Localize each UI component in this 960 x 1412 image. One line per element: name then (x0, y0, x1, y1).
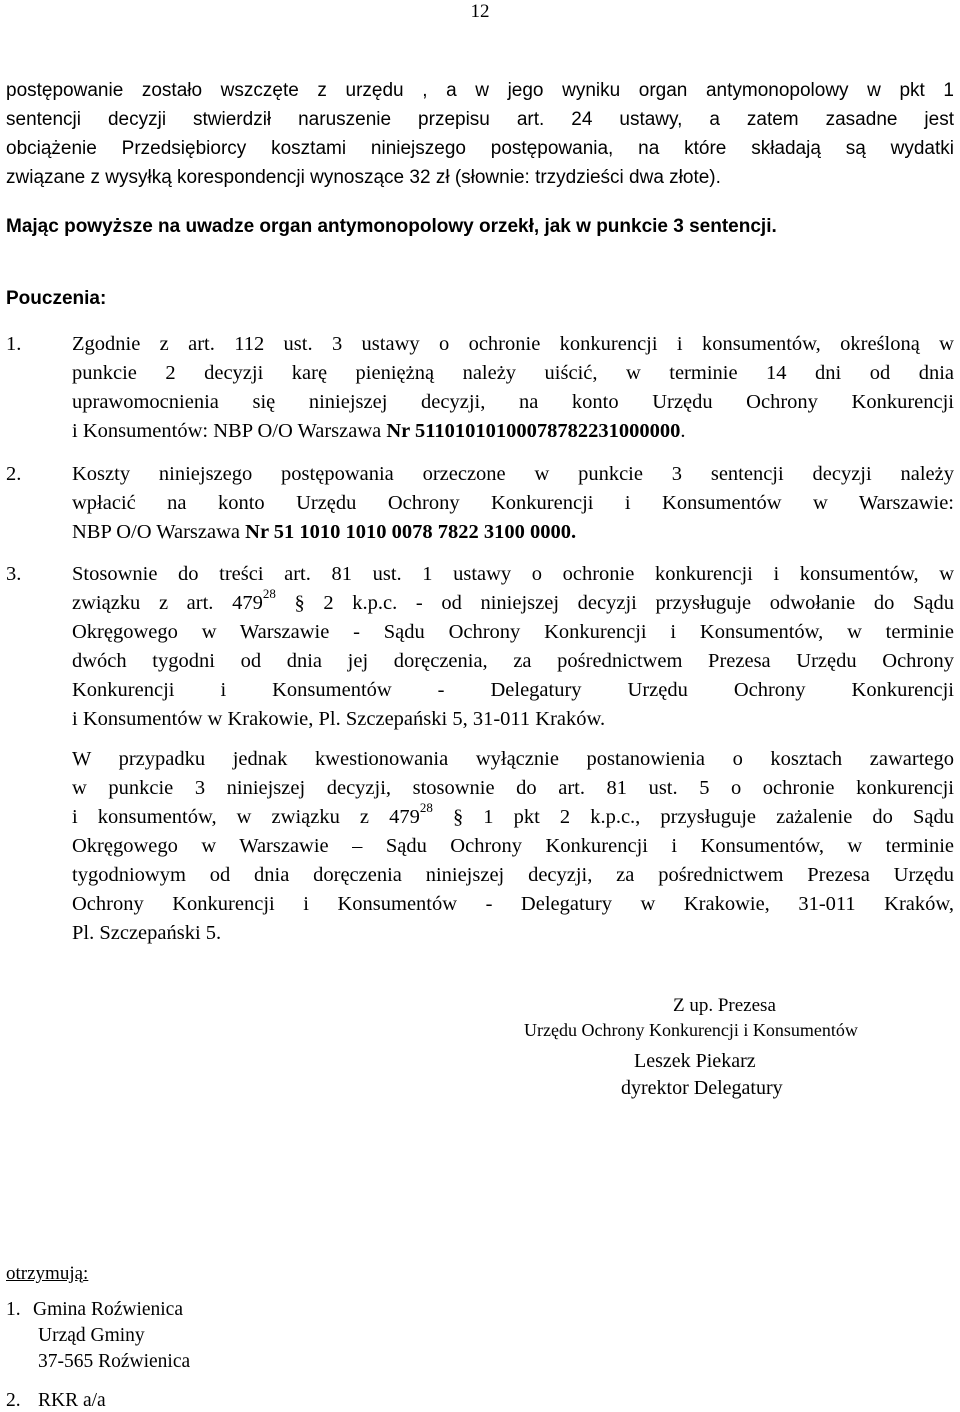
recipient-2-number: 2. (6, 1390, 21, 1411)
intro-line: sentencji decyzji stwierdził naruszenie przepisu art. 24 ustawy, a zatem zasadne jest (6, 109, 954, 130)
signature-role: dyrektor Delegatury (621, 1077, 783, 1099)
block-line: tygodniowym od dnia doręczenia niniejszej decyzji, za pośrednictwem Prezesa Urzędu (72, 864, 954, 886)
item-line: punkcie 2 decyzji karę pieniężną należy uiścić, w terminie 14 dni od dnia (72, 362, 954, 384)
block-line: Pl. Szczepański 5. (72, 922, 222, 944)
block-line: Ochrony Konkurencji i Konsumentów - Delegatury w Krakowie, 31-011 Kraków, (72, 893, 954, 915)
recipient-1-number: 1. (6, 1299, 21, 1320)
bank-prefix: NBP O/O Warszawa (72, 521, 246, 543)
item-line (72, 417, 954, 446)
item-line: wpłacić na konto Urzędu Ochrony Konkurencji i Konsumentów w Warszawie: (72, 492, 954, 514)
intro-line: postępowanie zostało wszczęte z urzędu , a w jego wyniku organ antymonopolowy w pkt 1 (6, 80, 954, 101)
item-number: 2. (6, 463, 22, 485)
item-text (72, 460, 954, 547)
text-segment: § 1 pkt 2 k.p.c., przysługuje zażalenie do Sądu (432, 806, 954, 828)
bank-account-number: Nr 51 1010 1010 0078 7822 3100 0000. (245, 521, 577, 543)
item-line: uprawomocnienia się niniejszej decyzji, na konto Urzędu Ochrony Konkurencji (72, 391, 954, 413)
recipient-1-line: Urząd Gminy (38, 1325, 145, 1346)
superscript: 28 (262, 586, 276, 602)
item-line (72, 586, 954, 618)
item-line: Okręgowego w Warszawie - Sądu Ochrony Konkurencji i Konsumentów, w terminie (72, 621, 954, 643)
item-line: i Konsumentów w Krakowie, Pl. Szczepański 5, 31-011 Kraków. (72, 708, 606, 730)
block-line: W przypadku jednak kwestionowania wyłącznie postanowienia o kosztach zawartego (72, 748, 954, 770)
pouczenia-heading: Pouczenia: (6, 288, 107, 309)
intro-paragraph (6, 76, 954, 192)
decision-statement (6, 212, 954, 241)
text-segment: związku z art. 479 (72, 592, 263, 614)
superscript: 28 (419, 800, 433, 816)
item-line: Zgodnie z art. 112 ust. 3 ustawy o ochronie konkurencji i konsumentów, określoną w (72, 333, 954, 355)
block-line: Okręgowego w Warszawie – Sądu Ochrony Konkurencji i Konsumentów, w terminie (72, 835, 954, 857)
item-line: Koszty niniejszego postępowania orzeczone w punkcie 3 sentencji decyzji należy (72, 463, 954, 485)
decision-line: Mając powyższe na uwadze organ antymonopolowy orzekł, jak w punkcie 3 sentencji. (6, 216, 777, 237)
intro-line: związane z wysyłką korespondencji wynoszące 32 zł (słownie: trzydzieści dwa złote). (6, 167, 721, 188)
intro-line: obciążenie Przedsiębiorcy kosztami niniejszego postępowania, na które składają są wydatki (6, 138, 954, 159)
block-line (72, 800, 954, 832)
item-line: Stosownie do treści art. 81 ust. 1 ustawy o ochronie konkurencji i konsumentów, w (72, 563, 954, 585)
item-number: 3. (6, 563, 22, 585)
block-line: w punkcie 3 niniejszej decyzji, stosownie do art. 81 ust. 5 o ochronie konkurencji (72, 777, 954, 799)
item-line (72, 518, 954, 547)
item-number: 1. (6, 333, 22, 355)
item-text (72, 560, 954, 734)
recipient-1-line: Gmina Roźwienica (33, 1299, 183, 1320)
text-segment: i konsumentów, w związku z 479 (72, 806, 420, 828)
recipient-1-line: 37-565 Roźwienica (38, 1351, 191, 1372)
bank-account-number: Nr 51101010100078782231000000 (386, 420, 681, 442)
recipient-2-line: RKR a/a (38, 1390, 106, 1411)
item-line: Konkurencji i Konsumentów - Delegatury Urzędu Ochrony Konkurencji (72, 679, 954, 701)
signature-name: Leszek Piekarz (634, 1050, 756, 1072)
zazalenie-paragraph (72, 745, 954, 948)
item-line: dwóch tygodni od dnia jej doręczenia, za pośrednictwem Prezesa Urzędu Ochrony (72, 650, 954, 672)
period: . (680, 420, 686, 442)
bank-prefix: i Konsumentów: NBP O/O Warszawa (72, 420, 387, 442)
item-text (72, 330, 954, 446)
text-segment: § 2 k.p.c. - od niniejszej decyzji przysługuje odwołanie do Sądu (275, 592, 954, 614)
recipients-heading: otrzymują: (6, 1263, 89, 1284)
signature-on-behalf: Z up. Prezesa (673, 995, 776, 1016)
page-number: 12 (470, 1, 490, 22)
signature-office: Urzędu Ochrony Konkurencji i Konsumentów (524, 1020, 858, 1040)
